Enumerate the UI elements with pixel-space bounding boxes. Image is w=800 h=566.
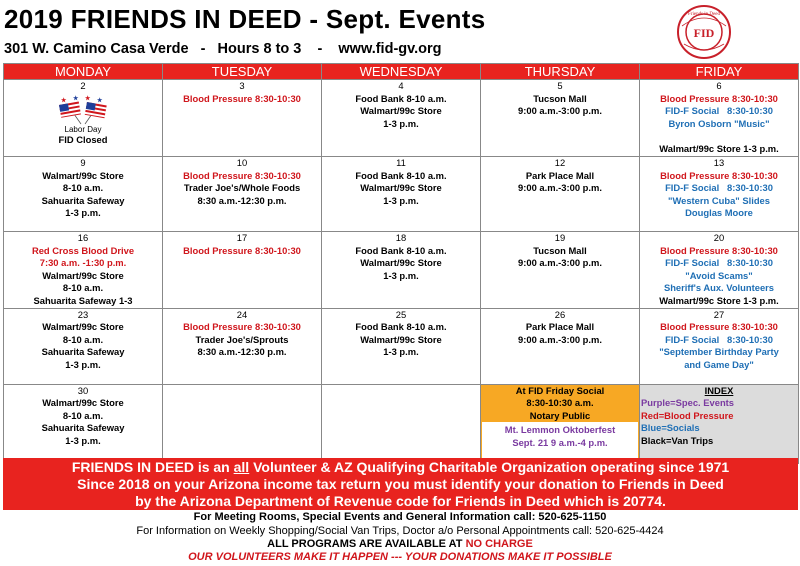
event-time: 8-10 a.m. [62, 409, 104, 421]
event-time: 1-3 p.m. [65, 434, 101, 446]
day-number: 12 [554, 156, 566, 168]
day-number: 26 [554, 308, 566, 320]
programs-text: ALL PROGRAMS ARE AVAILABLE AT [267, 538, 466, 550]
walmart-event: Walmart/99c Store [42, 269, 124, 281]
day-cell-23 [4, 308, 163, 384]
volunteers-slogan: OUR VOLUNTEERS MAKE IT HAPPEN --- YOUR DONATIONS MAKE IT POSSIBLE [188, 551, 612, 563]
day-number: 6 [716, 80, 722, 91]
blood-pressure-event: Blood Pressure 8:30-10:30 [660, 244, 778, 256]
event-time: 9:00 a.m.-3:00 p.m. [518, 105, 602, 117]
park-place-mall-event: Park Place Mall [525, 169, 595, 181]
food-bank-event: Food Bank 8-10 a.m. [355, 92, 447, 104]
day-cell-24 [163, 308, 322, 384]
day-cell-16 [4, 231, 163, 308]
oktoberfest-block [482, 422, 638, 462]
day-cell-26 [481, 308, 640, 384]
day-cell-30 [4, 384, 163, 463]
day-cell-17 [163, 231, 322, 308]
tucson-mall-event: Tucson Mall [533, 244, 587, 256]
event-time: 1-3 p.m. [383, 269, 419, 281]
day-number: 4 [398, 80, 404, 91]
svg-text:★: ★ [97, 97, 103, 104]
day-cell-6 [640, 80, 799, 157]
event-time: 8-10 a.m. [62, 282, 104, 294]
event-time: 1-3 p.m. [65, 207, 101, 219]
day-header-thursday: THURSDAY [481, 64, 640, 80]
fid-closed: FID Closed [58, 133, 108, 145]
day-cell-empty-wed [322, 384, 481, 463]
index-title: INDEX [704, 384, 734, 396]
day-cell-12 [481, 156, 640, 231]
day-cell-3 [163, 80, 322, 157]
blood-pressure-event: Blood Pressure 8:30-10:30 [183, 244, 301, 256]
food-bank-event: Food Bank 8-10 a.m. [355, 244, 447, 256]
week-row [4, 156, 799, 231]
day-cell-20 [640, 231, 799, 308]
event-time: 1-3 p.m. [383, 117, 419, 129]
social-topic: "Western Cuba" Slides [668, 194, 770, 206]
walmart-event: Walmart/99c Store [360, 257, 442, 269]
labor-day-label: Labor Day [64, 124, 102, 134]
banner-line-1 [3, 459, 798, 476]
banner-line-1c: Volunteer & AZ Qualifying Charitable Organization operating since 1971 [249, 459, 730, 475]
address-hours-website: 301 W. Camino Casa Verde - Hours 8 to 3 - www.fid-gv.org [4, 41, 442, 57]
safeway-event: Sahuarita Safeway [41, 422, 125, 434]
index-purple: Purple=Spec. Events [641, 397, 735, 409]
day-cell-11 [322, 156, 481, 231]
social-topic: Byron Osborn "Music" [668, 117, 770, 129]
walmart-event: Walmart/99c Store 1-3 p.m. [659, 294, 779, 306]
day-header-tuesday: TUESDAY [163, 64, 322, 80]
blood-pressure-event: Blood Pressure 8:30-10:30 [660, 92, 778, 104]
logo-ring-text: Friends in Deed [688, 12, 720, 17]
index-black: Black=Van Trips [641, 434, 714, 446]
fid-f-social-event: FID-F Social 8:30-10:30 [665, 182, 773, 194]
event-time: 1-3 p.m. [65, 358, 101, 370]
day-number: 25 [395, 308, 407, 320]
walmart-event: Walmart/99c Store [42, 397, 124, 409]
event-time: 9:00 a.m.-3:00 p.m. [518, 333, 602, 345]
event-time: 1-3 p.m. [383, 346, 419, 358]
day-number: 3 [239, 80, 245, 91]
social-topic-cont: and Game Day" [684, 358, 754, 370]
day-number: 27 [713, 308, 725, 320]
index-blue: Blue=Socials [641, 422, 700, 434]
charity-banner [3, 458, 798, 510]
calendar-table [3, 63, 799, 464]
notary-block [482, 385, 638, 423]
food-bank-event: Food Bank 8-10 a.m. [355, 169, 447, 181]
notary-oktoberfest-cell [481, 384, 640, 463]
trader-joes-event: Trader Joe's/Whole Foods [183, 182, 301, 194]
svg-text:★: ★ [73, 95, 79, 102]
day-number: 20 [713, 231, 725, 243]
walmart-event: Walmart/99c Store [360, 105, 442, 117]
event-time: 8-10 a.m. [62, 333, 104, 345]
no-charge-text: NO CHARGE [465, 538, 533, 550]
event-time: 9:00 a.m.-3:00 p.m. [518, 257, 602, 269]
day-cell-25 [322, 308, 481, 384]
fid-logo [676, 4, 732, 60]
blood-pressure-event: Blood Pressure 8:30-10:30 [183, 92, 301, 104]
logo-text: FID [693, 26, 715, 40]
safeway-event: Sahuarita Safeway 1-3 [33, 294, 133, 306]
meeting-rooms-info: For Meeting Rooms, Special Events and General Information call: 520-625-1150 [193, 511, 607, 523]
walmart-event: Walmart/99c Store [360, 333, 442, 345]
day-cell-2 [4, 80, 163, 157]
day-header-row [4, 64, 799, 80]
week-row [4, 308, 799, 384]
social-topic: "September Birthday Party [659, 346, 779, 358]
banner-line-3: by the Arizona Department of Revenue code for Friends in Deed which is 20774. [135, 493, 666, 509]
day-cell-18 [322, 231, 481, 308]
walmart-event: Walmart/99c Store [360, 182, 442, 194]
notary-time: 8:30-10:30 a.m. [526, 397, 594, 409]
day-number: 16 [77, 231, 89, 243]
event-time: 9:00 a.m.-3:00 p.m. [518, 182, 602, 194]
trader-joes-event: Trader Joe's/Sprouts [195, 333, 289, 345]
park-place-mall-event: Park Place Mall [525, 321, 595, 333]
oktoberfest-event: Mt. Lemmon Oktoberfest [504, 424, 616, 436]
day-number: 19 [554, 231, 566, 243]
day-number: 30 [77, 384, 89, 396]
day-cell-5 [481, 80, 640, 157]
day-header-friday: FRIDAY [640, 64, 799, 80]
fid-f-social-event: FID-F Social 8:30-10:30 [665, 257, 773, 269]
day-cell-10 [163, 156, 322, 231]
week-row [4, 231, 799, 308]
banner-line-1b: all [233, 459, 250, 475]
walmart-event: Walmart/99c Store [42, 321, 124, 333]
blood-pressure-event: Blood Pressure 8:30-10:30 [183, 169, 301, 181]
day-header-monday: MONDAY [4, 64, 163, 80]
oktoberfest-time: Sept. 21 9 a.m.-4 p.m. [512, 436, 608, 448]
walmart-event: Walmart/99c Store [42, 169, 124, 181]
american-flags-icon [55, 95, 111, 125]
day-number: 5 [557, 80, 563, 91]
safeway-event: Sahuarita Safeway [41, 194, 125, 206]
index-legend [640, 384, 799, 463]
tucson-mall-event: Tucson Mall [533, 92, 587, 104]
week-row [4, 80, 799, 157]
event-time: 8-10 a.m. [62, 182, 104, 194]
safeway-event: Sahuarita Safeway [41, 346, 125, 358]
day-number: 2 [80, 80, 86, 91]
day-header-wednesday: WEDNESDAY [322, 64, 481, 80]
social-topic: "Avoid Scams" [685, 269, 753, 281]
event-time: 8:30 a.m.-12:30 p.m. [197, 194, 287, 206]
fid-f-social-event: FID-F Social 8:30-10:30 [665, 105, 773, 117]
day-cell-19 [481, 231, 640, 308]
blood-pressure-event: Blood Pressure 8:30-10:30 [660, 321, 778, 333]
day-cell-27 [640, 308, 799, 384]
van-trips-info: For Information on Weekly Shopping/Social Van Trips, Doctor a/o Personal Appointments call: 520-625-4424 [136, 525, 664, 537]
event-time: 1-3 p.m. [383, 194, 419, 206]
programs-no-charge [0, 538, 800, 551]
svg-text:★: ★ [85, 95, 91, 102]
blood-pressure-event: Blood Pressure 8:30-10:30 [183, 321, 301, 333]
week-row [4, 384, 799, 463]
day-number: 24 [236, 308, 248, 320]
day-cell-9 [4, 156, 163, 231]
walmart-event: Walmart/99c Store 1-3 p.m. [659, 143, 779, 155]
day-number: 10 [236, 156, 248, 168]
page-title: 2019 FRIENDS IN DEED - Sept. Events [4, 4, 486, 34]
blood-drive-event: Red Cross Blood Drive [31, 244, 135, 256]
day-cell-empty-tue [163, 384, 322, 463]
notary-public: Notary Public [529, 409, 591, 421]
fid-f-social-event: FID-F Social 8:30-10:30 [665, 333, 773, 345]
day-number: 9 [80, 156, 86, 168]
day-number: 11 [396, 156, 406, 168]
svg-text:★: ★ [61, 97, 67, 104]
event-time: 8:30 a.m.-12:30 p.m. [197, 346, 287, 358]
index-red: Red=Blood Pressure [641, 409, 734, 421]
food-bank-event: Food Bank 8-10 a.m. [355, 321, 447, 333]
banner-line-2: Since 2018 on your Arizona income tax return you must identify your donation to Friends in Deed [77, 476, 724, 492]
day-number: 13 [713, 156, 725, 168]
day-number: 18 [395, 231, 407, 243]
day-number: 23 [77, 308, 89, 320]
blood-pressure-event: Blood Pressure 8:30-10:30 [660, 169, 778, 181]
day-cell-4 [322, 80, 481, 157]
blood-drive-time: 7:30 a.m. -1:30 p.m. [39, 257, 127, 269]
social-presenter: Sheriff's Aux. Volunteers [663, 282, 775, 294]
banner-line-1a: FRIENDS IN DEED is an [71, 459, 234, 475]
day-number: 17 [236, 231, 248, 243]
notary-location: At FID Friday Social [515, 384, 605, 396]
day-cell-13 [640, 156, 799, 231]
social-presenter: Douglas Moore [685, 207, 753, 219]
